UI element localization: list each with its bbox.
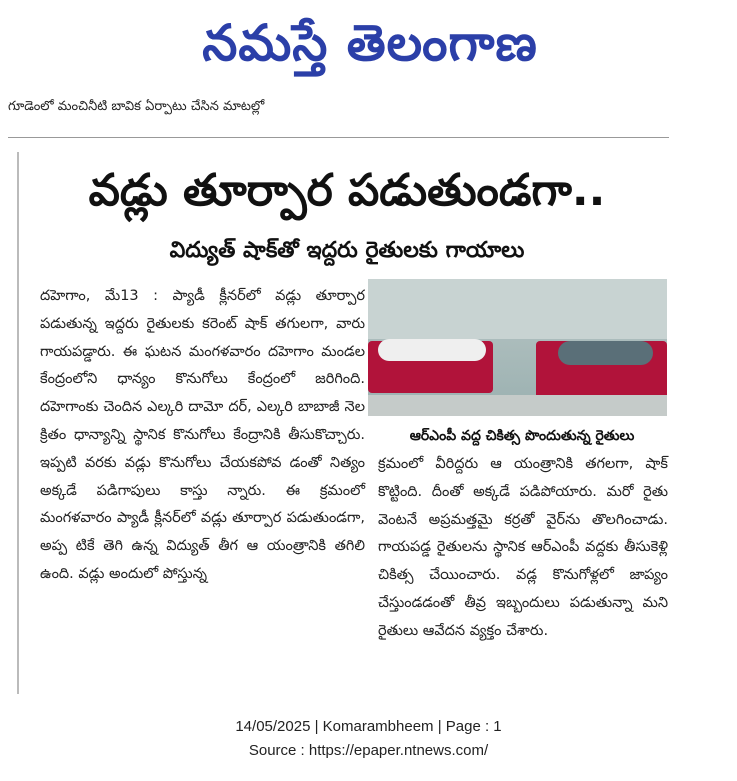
news-photo [368,279,667,416]
article-subheadline: విద్యుత్ షాక్‌తో ఇద్దరు రైతులకు గాయాలు [169,238,525,263]
body-paragraph: క్రమంలో వీరిద్దరు ఆ యంత్రానికి తగలగా, షాక్ కొట్టింది. దీంతో అక్కడే పడిపోయారు. మరో రైతు వెంటనే అప్రమత్తమై కర్రతో వైర్‌ను తొలగించాడు. గాయపడ్డ రైతులను స్థానిక ఆర్‌ఎంపీ వద్దకు తీసుకెళ్లి చికిత్స చేయించారు. వడ్ల కొనుగోళ్లలో జాప్యం చేస్తుండడంతో తీవ్ర ఇబ్బందులు పడుతున్నా మని రైతులు ఆవేదన వ్యక్తం చేశారు. [378,456,668,639]
photo-patient [558,341,653,365]
photo-caption: ఆర్‌ఎంపీ వద్ద చికిత్స పొందుతున్న రైతులు [409,428,635,444]
edition-info: 14/05/2025 | Komarambheem | Page : 1 [235,718,502,735]
divider [8,137,669,138]
article-body-right [378,451,668,681]
source-link[interactable]: Source : https://epaper.ntnews.com/ [248,742,489,759]
newspaper-logo: నమస్తే తెలంగాణ [202,14,538,72]
ticker-strip: గూడెంలో మంచినీటి బావిక ఏర్పాటు చేసిన మాటల్లో [8,99,265,114]
photo-patient [378,339,486,361]
column-rule [17,152,19,694]
photo-wall [368,279,667,339]
masthead [0,0,737,88]
article-headline: వడ్లు తూర్పార పడుతుండగా.. [88,165,606,216]
body-paragraph: దహెగాం, మే13 : ప్యాడీ క్లీనర్‌లో వడ్లు తూర్పార పడుతున్న ఇద్దరు రైతులకు కరెంట్ షాక్ తగులగా, వారు గాయపడ్డారు. ఈ ఘటన మంగళవారం దహెగాం మండల కేంద్రంలోని ధాన్యం కొనుగోలు కేంద్రంలో జరిగింది. దహెగాంకు చెందిన ఎల్కరి దామో దర్, ఎల్కరి బాబాజీ నెల క్రితం ధాన్యాన్ని స్థానిక కొనుగోలు కేంద్రానికి తీసుకొచ్చారు. ఇప్పటి వరకు వడ్లు కొనుగోలు చేయకపోవ డంతో నిత్యం అక్కడే పడిగాపులు కాస్తు న్నారు. ఈ క్రమంలో మంగళవారం ప్యాడీ క్లీనర్‌లో వడ్లు తూర్పార పడుతుండగా, అప్ప టికే తెగి ఉన్న విద్యుత్ తీగ ఆ యంత్రానికి తగిలి ఉంది. వడ్లు అందులో పోస్తున్న [40,288,365,582]
article-body-left [40,283,365,683]
photo-floor [368,395,667,416]
